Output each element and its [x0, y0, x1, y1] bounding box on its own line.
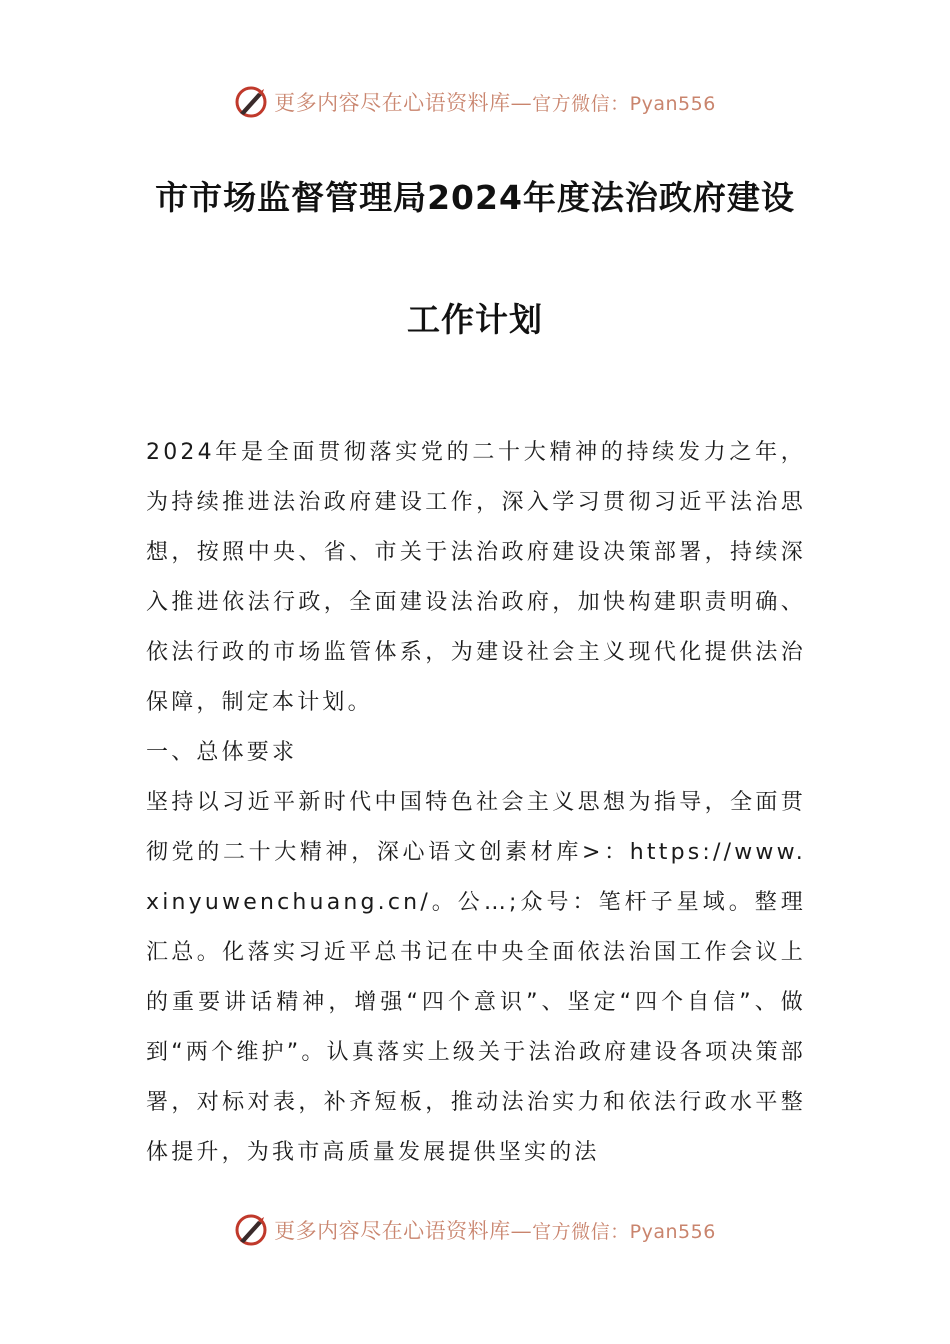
section-heading: 一、总体要求 [146, 740, 298, 765]
pen-logo-icon [234, 1213, 268, 1247]
document-body [146, 428, 806, 1178]
footer-slogan: 更多内容尽在心语资料库—官方微信：Pyan556 [274, 1219, 716, 1243]
document-title-line2: 工作计划 [407, 300, 543, 339]
banner-contact: 官方微信：Pyan556 [532, 93, 716, 115]
document-title-line1: 市市场监督管理局2024年度法治政府建设 [155, 178, 795, 217]
pen-logo-icon [234, 85, 268, 119]
footer-contact: 官方微信：Pyan556 [532, 1221, 716, 1243]
banner-slogan: 更多内容尽在心语资料库—官方微信：Pyan556 [274, 91, 716, 115]
paragraph-intro: 2024年是全面贯彻落实党的二十大精神的持续发力之年，为持续推进法治政府建设工作，深入学习贯彻习近平法治思想，按照中央、省、市关于法治政府建设决策部署，持续深入推进依法行政，全面建设法治政府，加快构建职责明确、依法行政的市场监管体系，为建设社会主义现代化提供法治保障，制定本计划。 [146, 440, 806, 715]
header-banner [0, 80, 950, 124]
paragraph-general-requirements: 坚持以习近平新时代中国特色社会主义思想为指导，全面贯彻党的二十大精神，深心语文创素材库>：https://www.xinyuwenchuang.cn/。公…;众号：笔杆子星域。整理汇总。化落实习近平总书记在中央全面依法治国工作会议上的重要讲话精神，增强“四个意识”、坚定“四个自信”、做到“两个维护”。认真落实上级关于法治政府建设各项决策部署，对标对表，补齐短板，推动法治实力和依法行政水平整体提升，为我市高质量发展提供坚实的法 [146, 790, 806, 1165]
footer-banner [0, 1208, 950, 1252]
